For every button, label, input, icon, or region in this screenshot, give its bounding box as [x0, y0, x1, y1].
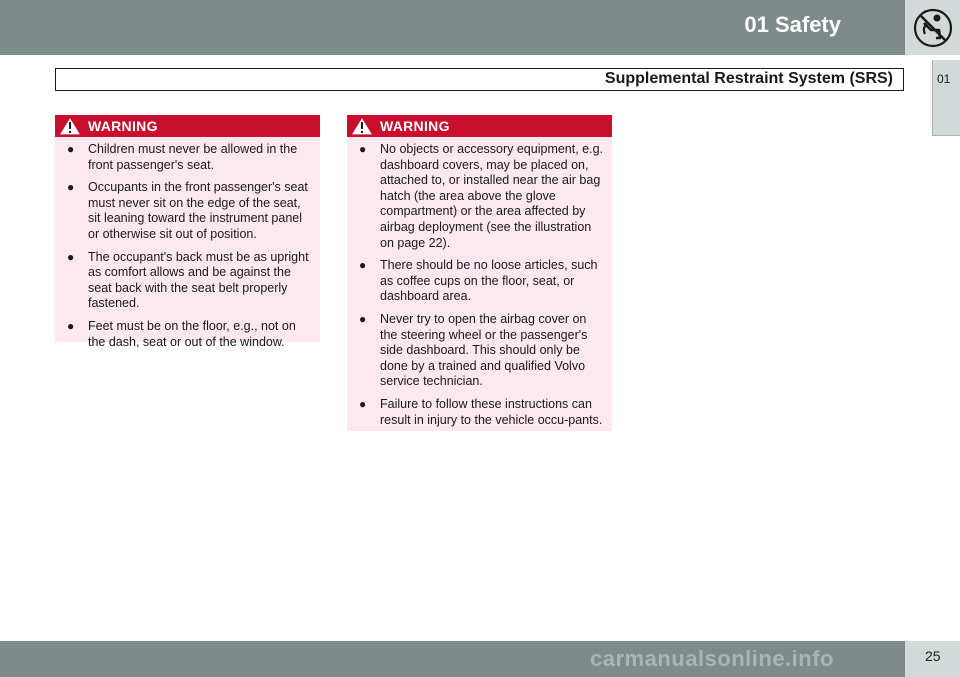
warning-title: WARNING	[380, 118, 450, 134]
bullet-icon: ●	[67, 318, 75, 333]
bullet-icon: ●	[359, 396, 367, 411]
side-tab-label: 01	[937, 72, 951, 86]
watermark: carmanualsonline.info	[590, 646, 834, 671]
list-item	[347, 258, 604, 305]
warning-title: WARNING	[88, 118, 158, 134]
chapter-icon-box	[905, 0, 960, 55]
warning-triangle-icon	[350, 116, 374, 136]
list-item	[55, 180, 312, 242]
list-item	[347, 397, 604, 428]
warning-triangle-icon	[58, 116, 82, 136]
list-item	[55, 250, 312, 312]
section-header	[55, 68, 904, 91]
airbag-off-icon	[913, 8, 953, 48]
list-item-text: Feet must be on the floor, e.g., not on the dash, seat or out of the window.	[88, 318, 296, 349]
warning-header	[55, 115, 320, 137]
list-item-text: The occupant's back must be as upright as comfort allows and be against the seat back with the seat belt properly fastened.	[88, 249, 309, 311]
chapter-title: 01 Safety	[744, 12, 841, 37]
bullet-icon: ●	[67, 142, 75, 156]
header-bar	[0, 0, 905, 55]
footer-bar	[0, 641, 905, 677]
section-title: Supplemental Restraint System (SRS)	[604, 70, 893, 87]
list-item	[55, 319, 312, 350]
list-item-text: Failure to follow these instructions can result in injury to the vehicle occu-pants.	[380, 396, 603, 427]
chapter-side-tab[interactable]	[932, 60, 960, 136]
page-number: 25	[925, 648, 941, 664]
list-item	[347, 312, 604, 390]
list-item-text: Occupants in the front passenger's seat must never sit on the edge of the seat, sit leaning toward the instrument panel or otherwise sit out of position.	[88, 180, 308, 241]
warning-box-2	[347, 115, 612, 431]
list-item-text: Children must never be allowed in the front passenger's seat.	[88, 142, 298, 172]
bullet-icon: ●	[359, 142, 367, 156]
bullet-icon: ●	[359, 311, 367, 326]
warning-list	[55, 137, 320, 367]
list-item-text: No objects or accessory equipment, e.g. dashboard covers, may be placed on, attached to, or installed near the air bag hatch (the area above the glove compartment) or the area affected by airbag deployment (see the illustration on page 22).	[380, 142, 604, 250]
list-item-text: Never try to open the airbag cover on the steering wheel or the passenger's side dashboard. This should only be done by a trained and qualified Volvo service technician.	[380, 311, 588, 389]
list-item	[347, 142, 604, 251]
bullet-icon: ●	[359, 258, 367, 273]
list-item	[55, 142, 312, 173]
bullet-icon: ●	[67, 180, 75, 195]
list-item-text: There should be no loose articles, such as coffee cups on the floor, seat, or dashboard area.	[380, 258, 598, 304]
bullet-icon: ●	[67, 249, 75, 264]
warning-list	[347, 137, 612, 445]
warning-header	[347, 115, 612, 137]
warning-box-1	[55, 115, 320, 349]
